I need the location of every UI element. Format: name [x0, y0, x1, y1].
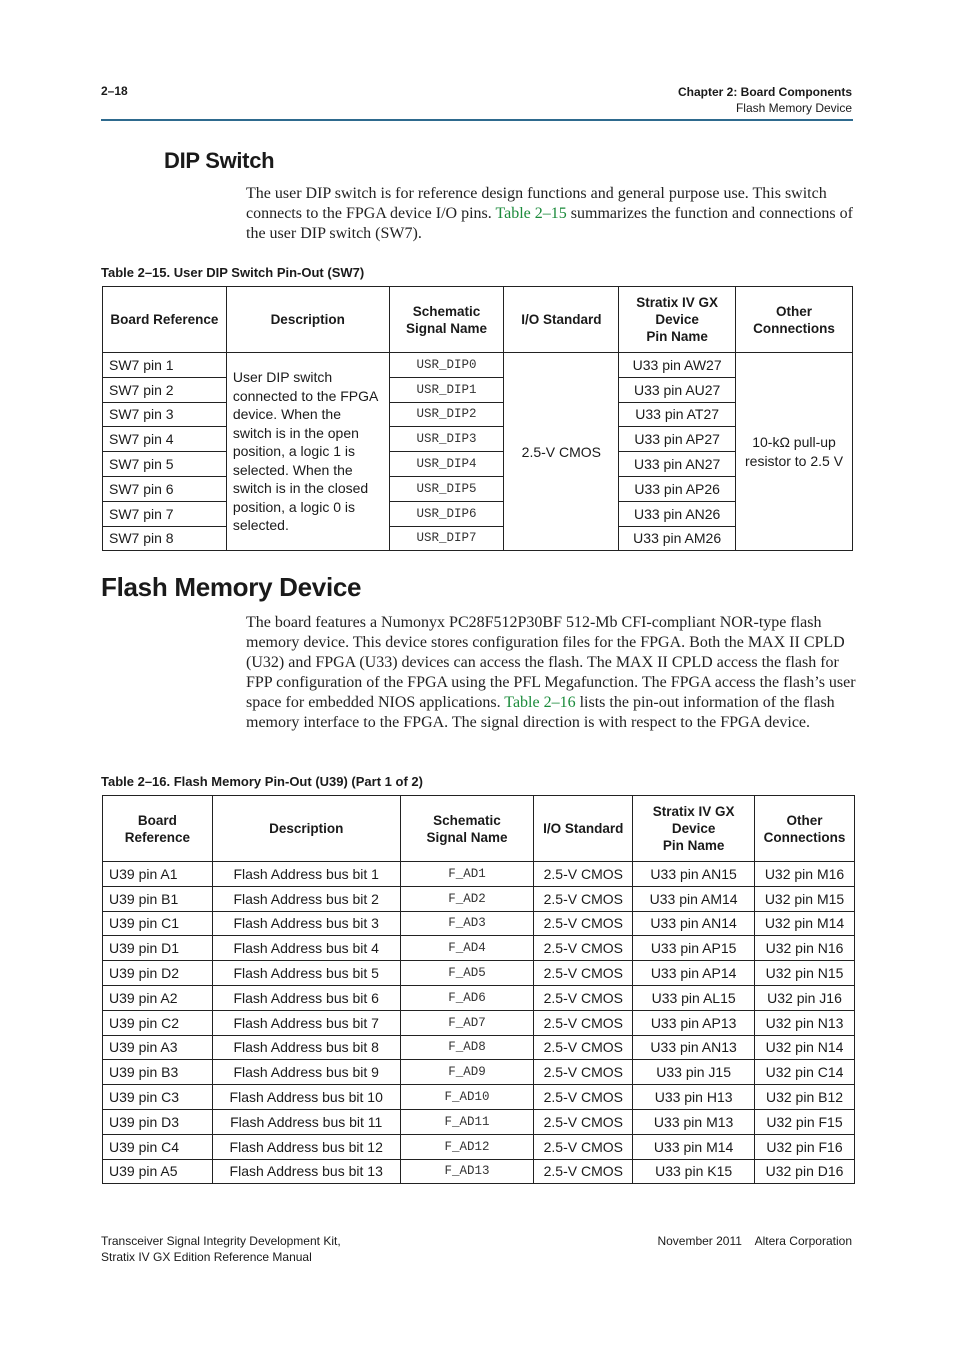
signal-name-cell: F_AD4 [400, 936, 534, 961]
page-number: 2–18 [101, 84, 128, 98]
io-standard-cell: 2.5-V CMOS [534, 985, 633, 1010]
other-connections-cell: U32 pin F16 [755, 1134, 855, 1159]
io-standard-cell: 2.5-V CMOS [534, 1060, 633, 1085]
header-description: Description [226, 287, 389, 353]
board-reference-cell: U39 pin B1 [103, 886, 213, 911]
other-connections-cell: U32 pin J16 [755, 985, 855, 1010]
description-cell: Flash Address bus bit 4 [212, 936, 400, 961]
pin-name-cell: U33 pin AP14 [633, 961, 755, 986]
io-standard-cell: 2.5-V CMOS [534, 961, 633, 986]
description-cell: Flash Address bus bit 13 [212, 1159, 400, 1184]
signal-name-cell: USR_DIP4 [389, 452, 504, 477]
signal-name-cell: USR_DIP1 [389, 377, 504, 402]
other-connections-cell: U32 pin N13 [755, 1010, 855, 1035]
signal-name-cell: USR_DIP3 [389, 427, 504, 452]
table-row [103, 886, 855, 911]
signal-name-cell: F_AD12 [400, 1134, 534, 1159]
signal-name-cell: F_AD11 [400, 1109, 534, 1134]
description-cell: Flash Address bus bit 1 [212, 862, 400, 887]
board-reference-cell: U39 pin D2 [103, 961, 213, 986]
other-connections-cell: U32 pin C14 [755, 1060, 855, 1085]
flash-para-text-2: lists the pin-out information of the flash memory interface to the FPGA. The signal direction is with respect to the FPGA device. [246, 694, 835, 731]
board-reference-cell: U39 pin A1 [103, 862, 213, 887]
description-cell: Flash Address bus bit 3 [212, 911, 400, 936]
dip-switch-paragraph [246, 184, 856, 244]
dip-para-text-1: The user DIP switch is for reference design functions and general purpose use. This switch connects to the FPGA device I/O pins. [246, 185, 827, 222]
io-standard-cell: 2.5-V CMOS [504, 353, 619, 551]
description-cell: User DIP switch connected to the FPGA device. When the switch is in the open position, a logic 1 is selected. When the switch is in the closed position, a logic 0 is selected. [226, 353, 389, 551]
pin-name-cell: U33 pin AP13 [633, 1010, 755, 1035]
pin-name-cell: U33 pin M14 [633, 1134, 755, 1159]
signal-name-cell: F_AD8 [400, 1035, 534, 1060]
description-cell: Flash Address bus bit 5 [212, 961, 400, 986]
footer-date-company: November 2011 Altera Corporation [657, 1234, 852, 1248]
table-row [103, 1035, 855, 1060]
table-row [103, 1159, 855, 1184]
signal-name-cell: F_AD1 [400, 862, 534, 887]
board-reference-cell: U39 pin A3 [103, 1035, 213, 1060]
table-row [103, 936, 855, 961]
io-standard-cell: 2.5-V CMOS [534, 1085, 633, 1110]
board-reference-cell: U39 pin C2 [103, 1010, 213, 1035]
pin-name-cell: U33 pin H13 [633, 1085, 755, 1110]
other-connections-cell: U32 pin D16 [755, 1159, 855, 1184]
signal-name-cell: USR_DIP2 [389, 402, 504, 427]
description-cell: Flash Address bus bit 2 [212, 886, 400, 911]
board-reference-cell: SW7 pin 4 [103, 427, 227, 452]
chapter-title: Chapter 2: Board Components [677, 85, 852, 99]
board-reference-cell: SW7 pin 6 [103, 476, 227, 501]
table-row [103, 911, 855, 936]
header-other-connections: Other Connections [736, 287, 853, 353]
pin-name-cell: U33 pin AM26 [619, 526, 736, 551]
io-standard-cell: 2.5-V CMOS [534, 936, 633, 961]
signal-name-cell: F_AD5 [400, 961, 534, 986]
signal-name-cell: F_AD13 [400, 1159, 534, 1184]
io-standard-cell: 2.5-V CMOS [534, 1035, 633, 1060]
footer-line-1: Transceiver Signal Integrity Development Kit, [101, 1234, 341, 1248]
other-connections-cell: U32 pin N16 [755, 936, 855, 961]
signal-name-cell: F_AD6 [400, 985, 534, 1010]
io-standard-cell: 2.5-V CMOS [534, 911, 633, 936]
header-board-reference: Board Reference [103, 796, 213, 862]
board-reference-cell: SW7 pin 3 [103, 402, 227, 427]
table-row [103, 961, 855, 986]
flash-para-text-1: The board features a Numonyx PC28F512P30BF 512-Mb CFI-compliant NOR-type flash memory device. This device stores configuration files for the FPGA. Both the MAX II CPLD (U32) and FPGA (U33) devices can access the flash. The MAX II CPLD access the flash for FPP configuration of the FPGA using the PFL Megafunction. The FPGA access the flash’s user space for embedded NIOS applications. [246, 614, 856, 711]
pin-name-cell: U33 pin AN13 [633, 1035, 755, 1060]
pin-name-cell: U33 pin AM14 [633, 886, 755, 911]
running-header [678, 84, 852, 116]
table-row [103, 1134, 855, 1159]
other-connections-cell: U32 pin N14 [755, 1035, 855, 1060]
pin-name-cell: U33 pin M13 [633, 1109, 755, 1134]
header-rule [101, 119, 853, 121]
header-io-standard: I/O Standard [504, 287, 619, 353]
table-2-15-link[interactable]: Table 2–15 [495, 205, 567, 222]
board-reference-cell: SW7 pin 8 [103, 526, 227, 551]
footer-manual-title [101, 1233, 341, 1265]
board-reference-cell: U39 pin C3 [103, 1085, 213, 1110]
table-16-caption: Table 2–16. Flash Memory Pin-Out (U39) (Part 1 of 2) [101, 774, 423, 789]
header-pin-name: Stratix IV GX Device Pin Name [633, 796, 755, 862]
flash-memory-paragraph [246, 613, 856, 733]
signal-name-cell: USR_DIP5 [389, 476, 504, 501]
table-header-row [103, 796, 855, 862]
description-cell: Flash Address bus bit 10 [212, 1085, 400, 1110]
dip-switch-heading: DIP Switch [164, 148, 275, 173]
board-reference-cell: U39 pin C4 [103, 1134, 213, 1159]
header-board-reference: Board Reference [103, 287, 227, 353]
header-other-connections: Other Connections [755, 796, 855, 862]
io-standard-cell: 2.5-V CMOS [534, 1159, 633, 1184]
signal-name-cell: F_AD9 [400, 1060, 534, 1085]
pin-name-cell: U33 pin AP15 [633, 936, 755, 961]
description-cell: Flash Address bus bit 9 [212, 1060, 400, 1085]
dip-switch-table [102, 286, 853, 551]
pin-name-cell: U33 pin AN14 [633, 911, 755, 936]
io-standard-cell: 2.5-V CMOS [534, 1109, 633, 1134]
pin-name-cell: U33 pin AT27 [619, 402, 736, 427]
signal-name-cell: USR_DIP0 [389, 353, 504, 378]
io-standard-cell: 2.5-V CMOS [534, 1134, 633, 1159]
table-row [103, 1060, 855, 1085]
other-connections-cell: U32 pin M15 [755, 886, 855, 911]
board-reference-cell: SW7 pin 1 [103, 353, 227, 378]
header-signal-name: Schematic Signal Name [389, 287, 504, 353]
board-reference-cell: SW7 pin 7 [103, 501, 227, 526]
table-row [103, 353, 853, 378]
board-reference-cell: SW7 pin 5 [103, 452, 227, 477]
pin-name-cell: U33 pin AN26 [619, 501, 736, 526]
signal-name-cell: F_AD3 [400, 911, 534, 936]
board-reference-cell: U39 pin B3 [103, 1060, 213, 1085]
description-cell: Flash Address bus bit 6 [212, 985, 400, 1010]
io-standard-cell: 2.5-V CMOS [534, 1010, 633, 1035]
other-connections-cell: U32 pin M16 [755, 862, 855, 887]
section-title: Flash Memory Device [735, 101, 852, 115]
table-row [103, 1010, 855, 1035]
other-connections-cell: U32 pin B12 [755, 1085, 855, 1110]
board-reference-cell: U39 pin D1 [103, 936, 213, 961]
pin-name-cell: U33 pin AL15 [633, 985, 755, 1010]
signal-name-cell: USR_DIP6 [389, 501, 504, 526]
io-standard-cell: 2.5-V CMOS [534, 886, 633, 911]
table-row [103, 1109, 855, 1134]
board-reference-cell: U39 pin A5 [103, 1159, 213, 1184]
board-reference-cell: U39 pin C1 [103, 911, 213, 936]
flash-memory-table [102, 795, 855, 1184]
header-io-standard: I/O Standard [534, 796, 633, 862]
description-cell: Flash Address bus bit 8 [212, 1035, 400, 1060]
description-cell: Flash Address bus bit 11 [212, 1109, 400, 1134]
pin-name-cell: U33 pin AW27 [619, 353, 736, 378]
signal-name-cell: USR_DIP7 [389, 526, 504, 551]
footer-line-2: Stratix IV GX Edition Reference Manual [101, 1250, 312, 1264]
pin-name-cell: U33 pin AP26 [619, 476, 736, 501]
table-row [103, 985, 855, 1010]
pin-name-cell: U33 pin AP27 [619, 427, 736, 452]
pin-name-cell: U33 pin AU27 [619, 377, 736, 402]
table-row [103, 862, 855, 887]
other-connections-cell: 10-kΩ pull-up resistor to 2.5 V [736, 353, 853, 551]
flash-memory-heading: Flash Memory Device [101, 572, 362, 602]
io-standard-cell: 2.5-V CMOS [534, 862, 633, 887]
table-header-row [103, 287, 853, 353]
other-connections-cell: U32 pin M14 [755, 911, 855, 936]
header-pin-name: Stratix IV GX Device Pin Name [619, 287, 736, 353]
signal-name-cell: F_AD10 [400, 1085, 534, 1110]
header-description: Description [212, 796, 400, 862]
pin-name-cell: U33 pin K15 [633, 1159, 755, 1184]
dip-para-text-2: summarizes the function and connections of the user DIP switch (SW7). [246, 205, 853, 242]
pin-name-cell: U33 pin AN15 [633, 862, 755, 887]
table-15-caption: Table 2–15. User DIP Switch Pin-Out (SW7) [101, 265, 365, 280]
pin-name-cell: U33 pin AN27 [619, 452, 736, 477]
pin-name-cell: U33 pin J15 [633, 1060, 755, 1085]
description-cell: Flash Address bus bit 7 [212, 1010, 400, 1035]
other-connections-cell: U32 pin N15 [755, 961, 855, 986]
signal-name-cell: F_AD7 [400, 1010, 534, 1035]
other-connections-cell: U32 pin F15 [755, 1109, 855, 1134]
board-reference-cell: U39 pin D3 [103, 1109, 213, 1134]
board-reference-cell: U39 pin A2 [103, 985, 213, 1010]
description-cell: Flash Address bus bit 12 [212, 1134, 400, 1159]
board-reference-cell: SW7 pin 2 [103, 377, 227, 402]
header-signal-name: Schematic Signal Name [400, 796, 534, 862]
table-row [103, 1085, 855, 1110]
table-2-16-link[interactable]: Table 2–16 [504, 694, 576, 711]
signal-name-cell: F_AD2 [400, 886, 534, 911]
